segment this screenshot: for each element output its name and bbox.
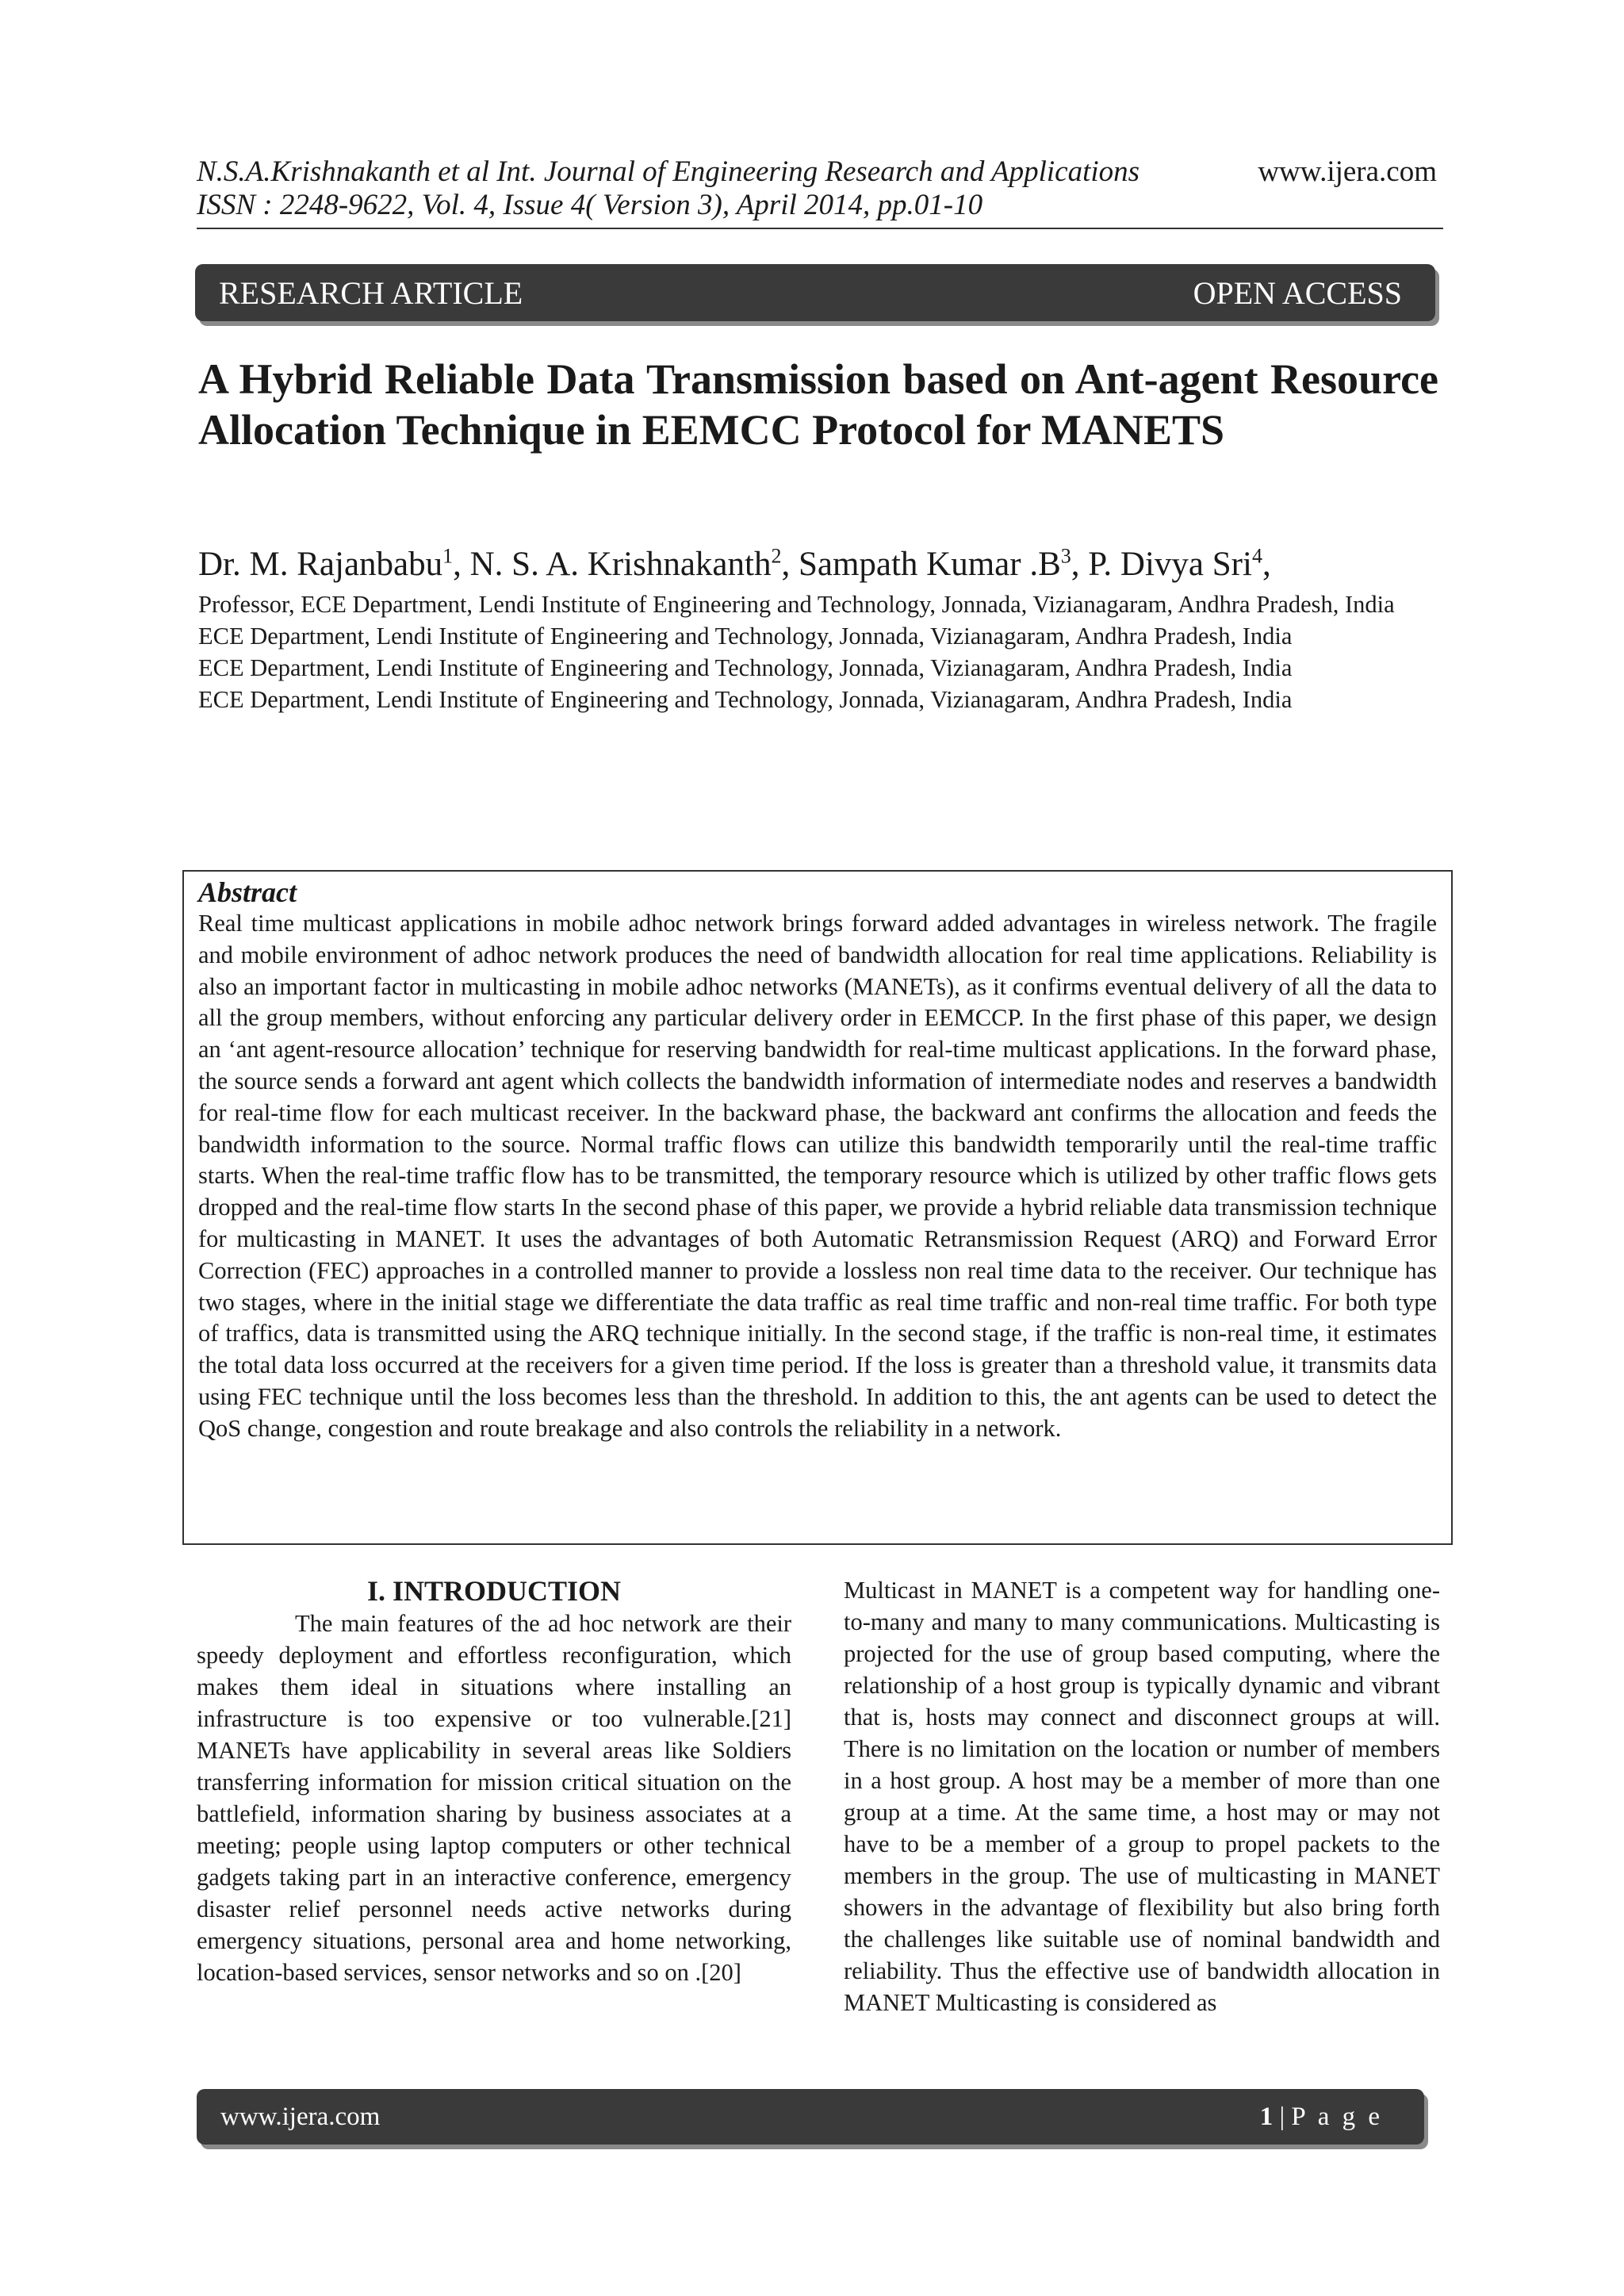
abstract-box	[182, 870, 1453, 1545]
author-name: Dr. M. Rajanbabu	[198, 546, 443, 583]
journal-header	[197, 155, 1228, 222]
author-name: Sampath Kumar .B	[798, 546, 1061, 583]
author-2: N. S. A. Krishnakanth$^2$,	[469, 544, 799, 583]
abstract-text: Real time multicast applications in mobile adhoc network brings forward added advantages in wireless network. The fragile and mobile environment of adhoc network produces the need of bandwidth allocation for real time applications. Reliability is also an important factor in multicasting in mobile adhoc networks (MANETs), as it confirms eventual delivery of all the data to all the group members, without enforcing any particular delivery order in EEMCCP. In the first phase of this paper, we design an ‘ant agent-resource allocation’ technique for reserving bandwidth for real-time multicast applications. In the forward phase, the source sends a forward ant agent which collects the bandwidth information of intermediate nodes and reserves a bandwidth for real-time flow for each multicast receiver. In the backward phase, the backward ant confirms the allocation and feeds the bandwidth information to the source. Normal traffic flows can utilize this bandwidth temporarily until the real-time traffic starts. When the real-time traffic flow has to be transmitted, the temporary resource which is utilized by other traffic flows gets dropped and the real-time flow starts In the second phase of this paper, we provide a hybrid reliable data transmission technique for multicasting in MANET. It uses the advantages of both Automatic Retransmission Request (ARQ) and Forward Error Correction (FEC) approaches in a controlled manner to provide a lossless non real time data to the receiver. Our technique has two stages, where in the initial stage we differentiate the data traffic as real time traffic and non-real time traffic. For both type of traffics, data is transmitted using the ARQ technique initially. In the second stage, if the traffic is non-real time, it estimates the total data loss occurred at the receivers for a given time period. If the loss is greater than a threshold value, it transmits data using FEC technique until the loss becomes less than the threshold. In addition to this, the ant agents can be used to detect the QoS change, congestion and route breakage and also controls the reliability in a network.	[198, 910, 1437, 1442]
author-list	[198, 544, 1443, 585]
author-sup: 3	[1060, 544, 1071, 568]
header-divider	[197, 228, 1443, 229]
abstract-heading: Abstract	[198, 876, 297, 908]
footer-website-link[interactable]: www.ijera.com	[220, 2102, 381, 2131]
page-indicator	[1260, 2102, 1383, 2132]
article-type-banner	[195, 264, 1435, 321]
affiliation-4: ECE Department, Lendi Institute of Engineering and Technology, Jonnada, Vizianagaram, Andhra Pradesh, India	[198, 686, 1293, 713]
journal-citation-line: N.S.A.Krishnakanth et al Int. Journal of Engineering Research and Applications	[197, 155, 1140, 188]
page-footer	[197, 2089, 1424, 2145]
author-1: Dr. M. Rajanbabu$^1$,	[198, 544, 470, 583]
author-3: Sampath Kumar $.B^3$,	[798, 544, 1089, 583]
author-sup: 2	[771, 544, 782, 568]
author-4: P. Divya Sri$^4$,	[1088, 544, 1271, 583]
left-column	[197, 1574, 791, 1988]
right-column	[844, 1574, 1440, 2018]
page-number: 1	[1259, 2102, 1274, 2131]
journal-issn-line: ISSN : 2248-9622, Vol. 4, Issue 4( Version 3), April 2014, pp.01-10	[197, 189, 983, 221]
author-sup: 4	[1251, 544, 1262, 568]
paper-title: A Hybrid Reliable Data Transmission based on Ant-agent Resource Allocation Technique in EEMCC Protocol for MANETS	[198, 355, 1438, 454]
introduction-paragraph-1: The main features of the ad hoc network are their speedy deployment and effortless reconfiguration, which makes them ideal in situations where installing an infrastructure is too expensive or too vulnerable.[21] MANETs have applicability in several areas like Soldiers transferring information for mission critical situation on the battlefield, information sharing by business associates at a meeting; people using laptop computers or other technical gadgets taking part in an interactive conference, emergency disaster relief personnel needs active networks during emergency situations, personal area and home networking, location-based services, sensor networks and so on .[20]	[197, 1610, 791, 1986]
introduction-paragraph-2: Multicast in MANET is a competent way for handling one-to-many and many to many communications. Multicasting is projected for the use of group based computing, where the relationship of a host group is typically dynamic and vibrant that is, hosts may connect and disconnect groups at will. There is no limitation on the location or number of members in a host group. A host may be a member of more than one group at a time. At the same time, a host may or may not have to be a member of a group to propel packets to the members in the group. The use of multicasting in MANET showers in the advantage of flexibility but also bring forth the challenges like suitable use of nominal bandwidth and reliability. Thus the effective use of bandwidth allocation in MANET Multicasting is considered as	[844, 1577, 1440, 2016]
page-label: P a g e	[1291, 2102, 1383, 2131]
affiliation-list	[198, 588, 1438, 715]
page-separator: |	[1279, 2102, 1285, 2131]
introduction-heading: I. INTRODUCTION	[366, 1575, 622, 1607]
open-access-label: OPEN ACCESS	[1193, 274, 1402, 311]
author-sup: 1	[442, 544, 454, 568]
affiliation-1: Professor, ECE Department, Lendi Institute of Engineering and Technology, Jonnada, Vizianagaram, Andhra Pradesh, India	[198, 591, 1395, 618]
research-article-label: RESEARCH ARTICLE	[219, 274, 523, 311]
affiliation-2: ECE Department, Lendi Institute of Engineering and Technology, Jonnada, Vizianagaram, Andhra Pradesh, India	[198, 623, 1293, 650]
author-name: N. S. A. Krishnakanth	[469, 546, 772, 583]
author-name: P. Divya Sri	[1088, 546, 1252, 583]
affiliation-3: ECE Department, Lendi Institute of Engineering and Technology, Jonnada, Vizianagaram, Andhra Pradesh, India	[198, 654, 1293, 681]
header-website-link[interactable]: www.ijera.com	[1258, 155, 1437, 188]
